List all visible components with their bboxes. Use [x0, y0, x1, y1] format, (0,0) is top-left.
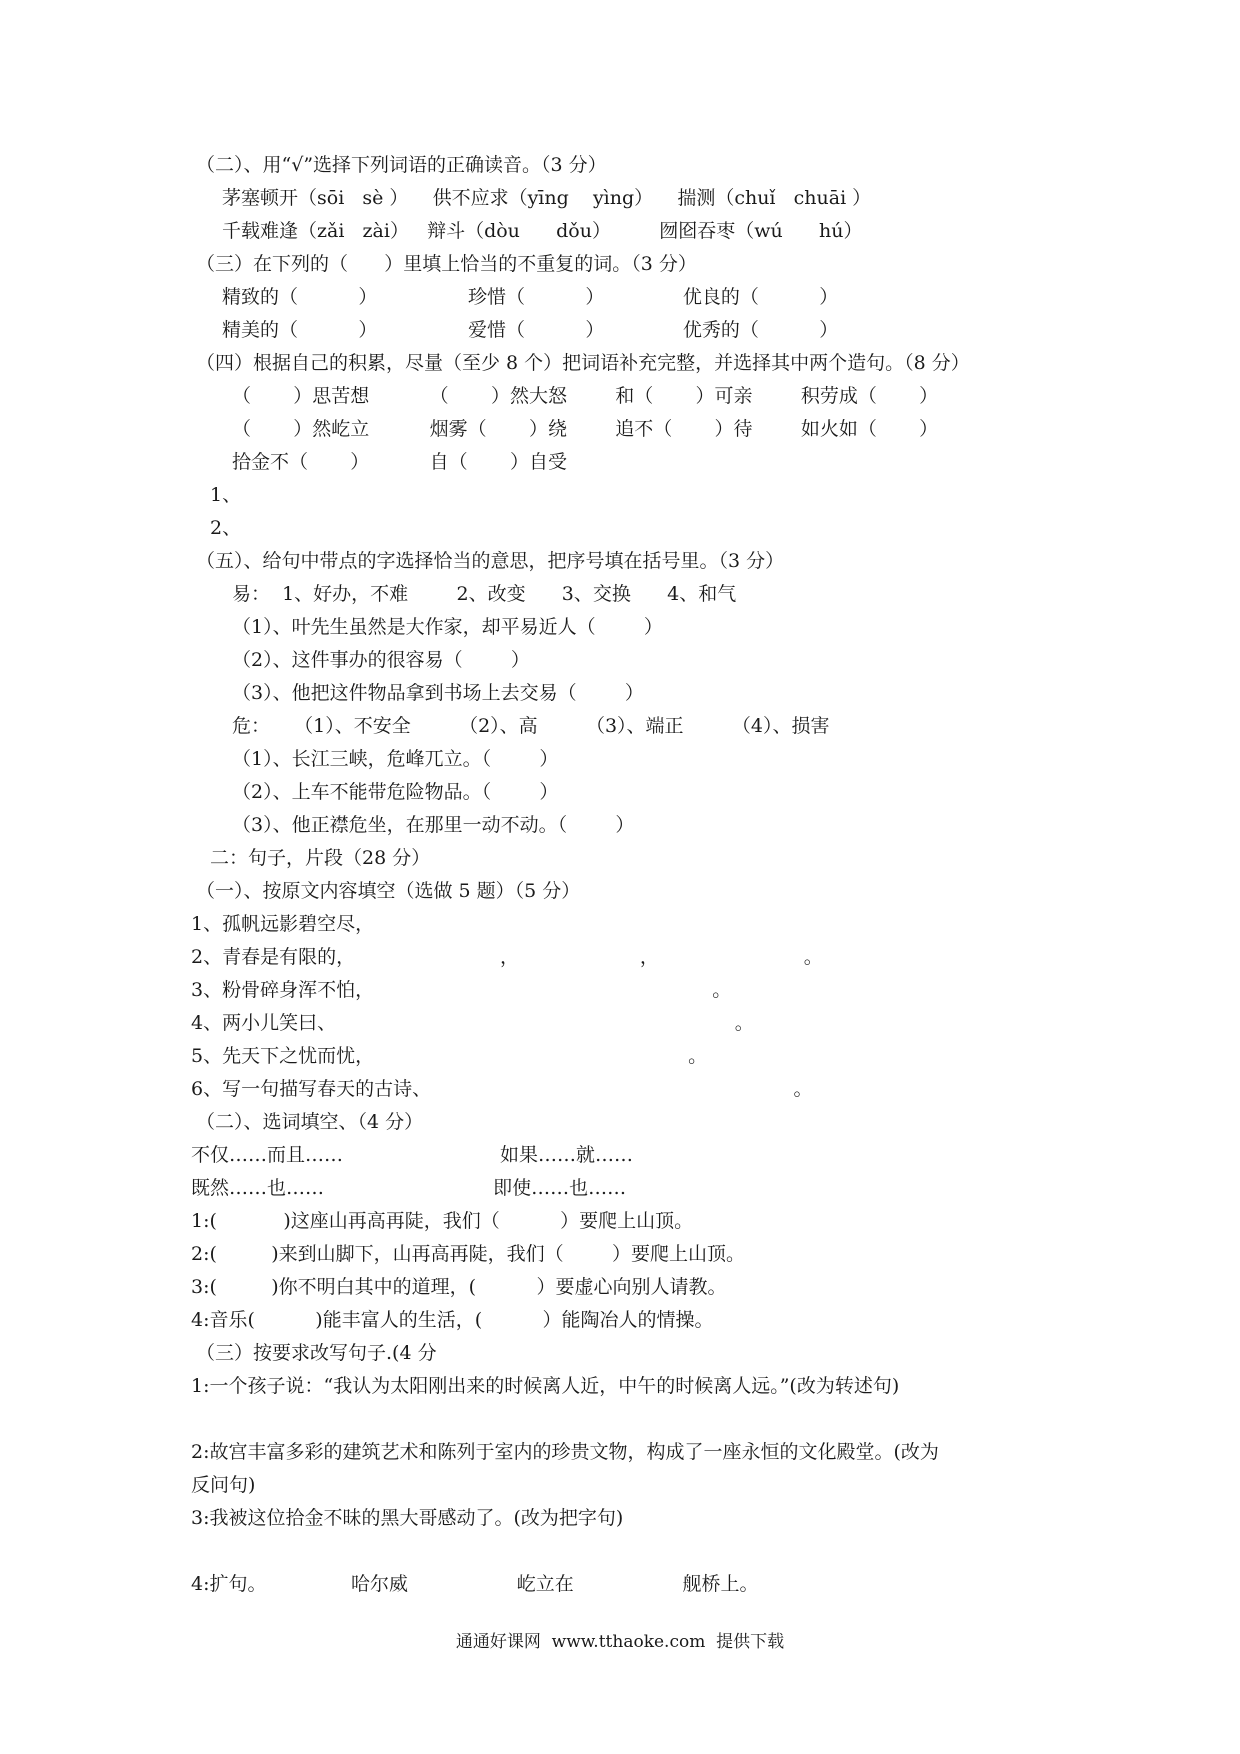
text-line: 茅塞顿开（sōi sè ） 供不应求（yīng yìng） 揣测（chuǐ chuāi ） — [222, 187, 872, 209]
text-line: （3）、他正襟危坐，在那里一动不动。（ ） — [232, 814, 635, 836]
text-line: 1:( )这座山再高再陡，我们（ ）要爬上山顶。 — [191, 1210, 694, 1232]
text-line: 3:我被这位拾金不昧的黑大哥感动了。(改为把字句) — [191, 1507, 624, 1529]
text-line: （四）根据自己的积累，尽量（至少 8 个）把词语补充完整，并选择其中两个造句。（8 分） — [196, 352, 970, 374]
text-line: 千载难逢（zǎi zài） 辩斗（dòu dǒu） 囫囵吞枣（wú hú） — [222, 220, 863, 242]
text-line: 5、先天下之忧而忧， 。 — [191, 1045, 708, 1067]
text-line: 既然……也…… 即使……也…… — [191, 1177, 627, 1199]
text-line: （三）在下列的（ ）里填上恰当的不重复的词。（3 分） — [196, 253, 697, 275]
text-line: 1:一个孩子说：“我认为太阳刚出来的时候离人近，中午的时候离人远。”(改为转述句) — [191, 1375, 900, 1397]
text-line: 精致的（ ） 珍惜（ ） 优良的（ ） — [222, 286, 839, 308]
text-line: 二：句子，片段（28 分） — [210, 847, 431, 869]
text-line: 3:( )你不明白其中的道理，( ）要虚心向别人请教。 — [191, 1276, 727, 1298]
text-line: （1）、长江三峡，危峰兀立。（ ） — [232, 748, 559, 770]
text-line: 2:( )来到山脚下，山再高再陡，我们（ ）要爬上山顶。 — [191, 1243, 745, 1265]
text-line: 拾金不（ ） 自（ ）自受 — [232, 451, 567, 473]
text-line: 2、青春是有限的， ， ， 。 — [191, 946, 823, 968]
text-line: （二）、用“√”选择下列词语的正确读音。（3 分） — [196, 154, 607, 176]
text-line: （ ）思苦想 （ ）然大怒 和（ ）可亲 积劳成（ ） — [232, 385, 939, 407]
text-line: （ ）然屹立 烟雾（ ）绕 追不（ ）待 如火如（ ） — [232, 418, 939, 440]
text-line: 4:扩句。 哈尔威 屹立在 舰桥上。 — [191, 1573, 759, 1595]
footer-download-note: 通通好课网 www.tthaoke.com 提供下载 — [455, 1632, 785, 1652]
text-line: 6、写一句描写春天的古诗、 。 — [191, 1078, 813, 1100]
text-line: 精美的（ ） 爱惜（ ） 优秀的（ ） — [222, 319, 839, 341]
text-line: 易： 1、好办，不难 2、改变 3、交换 4、和气 — [232, 583, 737, 605]
text-line: 2:故宫丰富多彩的建筑艺术和陈列于室内的珍贵文物，构成了一座永恒的文化殿堂。(改为 — [191, 1441, 939, 1463]
text-line: 危： （1）、不安全 （2）、高 （3）、端正 （4）、损害 — [232, 715, 830, 737]
text-line: 4、两小儿笑曰、 。 — [191, 1012, 754, 1034]
text-line: （一）、按原文内容填空（选做 5 题）（5 分） — [196, 880, 581, 902]
text-line: 1、 — [210, 484, 242, 506]
text-line: （五）、给句中带点的字选择恰当的意思，把序号填在括号里。（3 分） — [196, 550, 785, 572]
text-line: 2、 — [210, 517, 242, 539]
text-line: 反问句) — [191, 1474, 256, 1496]
text-line: （2）、上车不能带危险物品。（ ） — [232, 781, 559, 803]
text-line: （三）按要求改写句子.(4 分 — [196, 1342, 437, 1364]
text-line: 4:音乐( )能丰富人的生活，( ）能陶冶人的情操。 — [191, 1309, 714, 1331]
text-line: （3）、他把这件物品拿到书场上去交易（ ） — [232, 682, 644, 704]
text-line: 1、孤帆远影碧空尽， — [191, 913, 375, 935]
text-line: （2）、这件事办的很容易（ ） — [232, 649, 530, 671]
text-line: （二）、选词填空、（4 分） — [196, 1111, 424, 1133]
text-line: 不仅……而且…… 如果……就…… — [191, 1144, 634, 1166]
text-line: （1）、叶先生虽然是大作家，却平易近人（ ） — [232, 616, 663, 638]
text-line: 3、粉骨碎身浑不怕， 。 — [191, 979, 732, 1001]
